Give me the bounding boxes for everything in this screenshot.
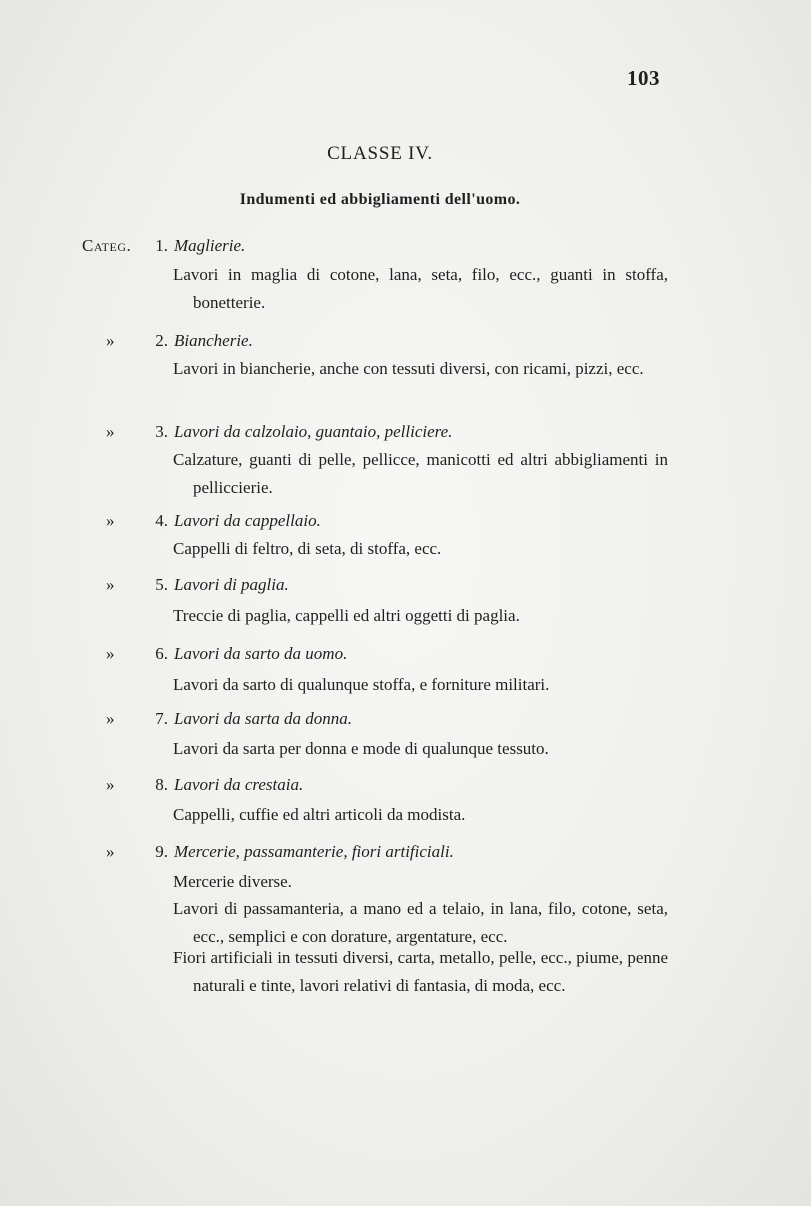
category-description: Cappelli di feltro, di seta, di stoffa, ecc.: [173, 539, 442, 558]
category-description: Lavori di passamanteria, a mano ed a telaio, in lana, filo, cotone, seta, ecc., semplici e con dorature, argentature, ecc.: [173, 899, 668, 946]
category-title: Biancherie.: [174, 331, 253, 350]
category-marker: »: [106, 644, 115, 663]
category-marker: »: [106, 331, 115, 350]
category-description: Treccie di paglia, cappelli ed altri oggetti di paglia.: [173, 606, 520, 625]
category-marker: »: [106, 422, 115, 441]
category-title: Lavori da sarta da donna.: [174, 709, 353, 728]
category-description: Lavori in maglia di cotone, lana, seta, filo, ecc., guanti in stoffa, bonetterie.: [173, 265, 668, 312]
category-description: Lavori da sarto di qualunque stoffa, e forniture militari.: [173, 675, 550, 694]
category-title: Mercerie, passamanterie, fiori artificiali.: [174, 842, 454, 861]
category-number: 8.: [155, 775, 168, 794]
class-subtitle: Indumenti ed abbigliamenti dell'uomo.: [239, 191, 521, 208]
category-marker: Categ.: [82, 236, 132, 255]
category-description: Cappelli, cuffie ed altri articoli da modista.: [173, 805, 466, 824]
category-marker: »: [106, 511, 115, 530]
category-marker: »: [106, 842, 115, 861]
category-number: 4.: [155, 511, 168, 530]
category-title: Lavori da calzolaio, guantaio, pelliciere.: [174, 422, 453, 441]
category-marker: »: [106, 775, 115, 794]
category-title: Lavori da crestaia.: [174, 775, 304, 794]
category-title: Lavori di paglia.: [174, 575, 289, 594]
category-number: 6.: [155, 644, 168, 663]
category-marker: »: [106, 709, 115, 728]
category-description: Fiori artificiali in tessuti diversi, carta, metallo, pelle, ecc., piume, penne naturali e tinte, lavori relativi di fantasia, di moda, ecc.: [173, 948, 668, 995]
category-description: Lavori da sarta per donna e mode di qualunque tessuto.: [173, 739, 549, 758]
category-description: Calzature, guanti di pelle, pellicce, manicotti ed altri abbigliamenti in pelliccierie.: [173, 450, 668, 497]
category-title: Maglierie.: [174, 236, 246, 255]
category-description: Lavori in biancherie, anche con tessuti diversi, con ricami, pizzi, ecc.: [173, 359, 644, 378]
category-number: 1.: [155, 236, 168, 255]
class-title: CLASSE IV.: [327, 143, 433, 164]
category-title: Lavori da sarto da uomo.: [174, 644, 348, 663]
category-number: 9.: [155, 842, 168, 861]
category-number: 3.: [155, 422, 168, 441]
category-number: 7.: [155, 709, 168, 728]
category-marker: »: [106, 575, 115, 594]
category-description: Mercerie diverse.: [173, 872, 292, 891]
category-title: Lavori da cappellaio.: [174, 511, 321, 530]
page-number: 103: [627, 66, 660, 90]
category-number: 5.: [155, 575, 168, 594]
category-number: 2.: [155, 331, 168, 350]
